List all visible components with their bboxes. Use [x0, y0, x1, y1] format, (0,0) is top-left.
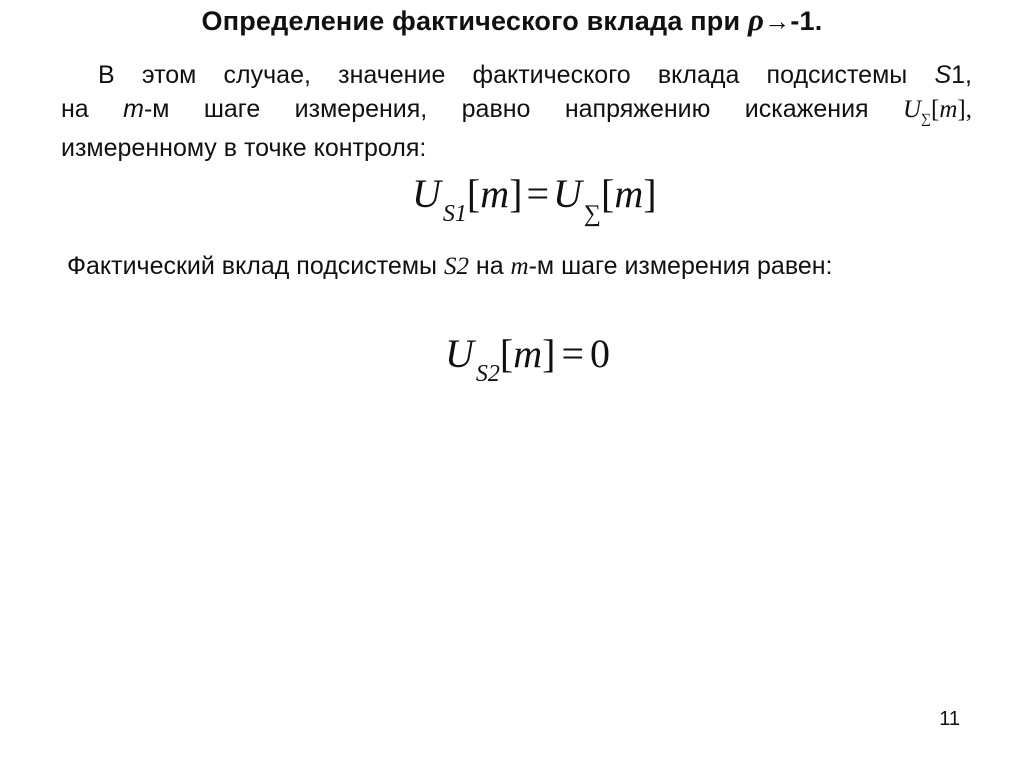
rho-symbol: ρ — [747, 2, 765, 37]
f1-m-left: m — [480, 171, 510, 216]
arrow-symbol: → — [764, 6, 791, 36]
f2-close: ] — [542, 331, 556, 376]
paragraph-line-1 — [61, 58, 972, 92]
page-number: 11 — [939, 708, 960, 730]
f2-m: m — [513, 331, 543, 376]
f1-close-left: ] — [509, 171, 523, 216]
formula-1 — [412, 171, 657, 227]
paragraph-line-2-pre: на — [61, 95, 124, 123]
f2-sub: S2 — [475, 361, 500, 387]
p2-pre: Фактический вклад подсистемы — [67, 252, 444, 280]
f1-open-right: [ — [601, 171, 615, 216]
p2-post: -м шаге измерения равен: — [528, 252, 833, 280]
paragraph-2 — [67, 252, 833, 281]
paragraph-line-2 — [61, 92, 972, 131]
paragraph-line-3: измеренному в точке контроля: — [61, 134, 427, 162]
p2-m: m — [510, 253, 529, 280]
f1-m-right: m — [614, 171, 644, 216]
f1-U-left: U — [412, 171, 441, 216]
f2-U: U — [445, 331, 474, 376]
inline-m: m — [939, 96, 958, 123]
p2-var: S2 — [443, 253, 469, 280]
inline-open: [ — [931, 96, 940, 123]
f1-U-right: U — [553, 171, 582, 216]
inline-close: ], — [957, 96, 972, 123]
f1-open-left: [ — [466, 171, 481, 216]
p2-mid: на — [468, 252, 511, 280]
f1-sub-left: S1 — [442, 201, 467, 227]
title-text: Определение фактического вклада при — [201, 6, 748, 36]
title-tail: -1. — [790, 6, 823, 36]
step-var: m — [123, 95, 144, 123]
f2-equals: = — [561, 331, 584, 376]
f2-value: 0 — [590, 331, 610, 376]
f1-sub-right: ∑ — [583, 201, 601, 227]
inline-U: U — [902, 96, 922, 123]
inline-sigma: ∑ — [921, 112, 932, 127]
paragraph-line-2-text: -м шаге измерения, равно напряжению искажения — [143, 95, 903, 123]
main-paragraph — [61, 58, 972, 165]
inline-formula — [902, 96, 972, 127]
f1-equals: = — [526, 171, 549, 216]
formula-2 — [445, 331, 610, 387]
subsystem-var: S — [934, 61, 952, 89]
paragraph-line-1-text: В этом случае, значение фактического вклада подсистемы — [98, 61, 935, 89]
slide-title — [0, 2, 1024, 38]
subsystem-num: 1, — [951, 61, 972, 89]
f1-close-right: ] — [643, 171, 657, 216]
f2-open: [ — [499, 331, 514, 376]
